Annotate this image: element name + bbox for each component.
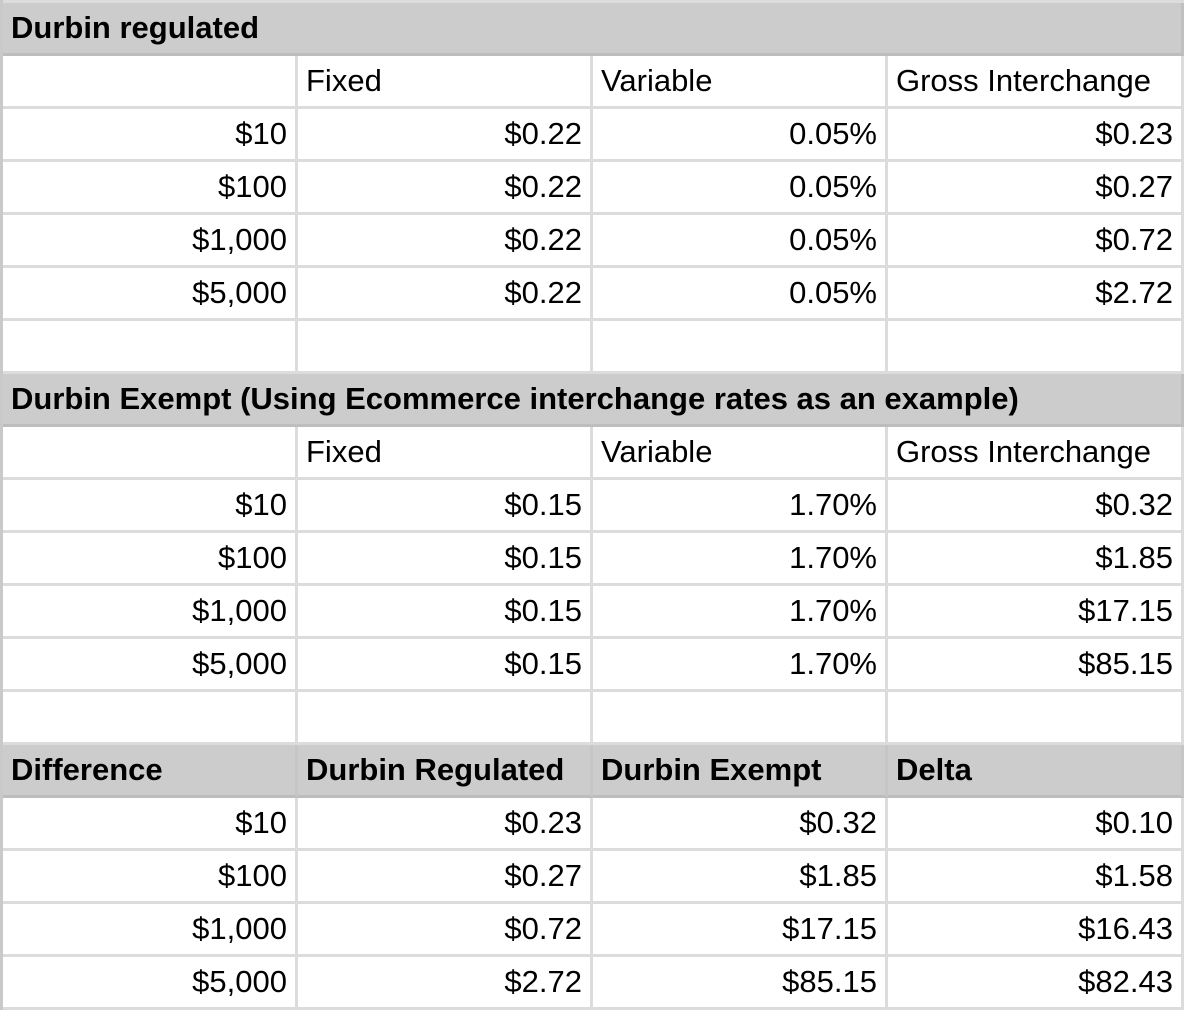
amount-cell[interactable]: $5,000 <box>3 957 298 1010</box>
header-cell-fixed[interactable]: Fixed <box>298 56 593 109</box>
fixed-cell[interactable]: $0.15 <box>298 639 593 692</box>
variable-cell[interactable]: 0.05% <box>593 109 888 162</box>
variable-cell[interactable]: 1.70% <box>593 480 888 533</box>
delta-cell[interactable]: $0.10 <box>888 798 1184 851</box>
variable-cell[interactable]: 0.05% <box>593 268 888 321</box>
empty-cell[interactable] <box>593 692 888 745</box>
gross-interchange-cell[interactable]: $85.15 <box>888 639 1184 692</box>
amount-cell[interactable]: $100 <box>3 162 298 215</box>
section-title-durbin-regulated[interactable]: Durbin regulated <box>3 3 1184 56</box>
gross-interchange-cell[interactable]: $0.27 <box>888 162 1184 215</box>
header-cell-delta[interactable]: Delta <box>888 745 1184 798</box>
amount-cell[interactable]: $1,000 <box>3 215 298 268</box>
header-cell[interactable] <box>3 56 298 109</box>
gross-interchange-cell[interactable]: $0.32 <box>888 480 1184 533</box>
variable-cell[interactable]: 1.70% <box>593 639 888 692</box>
empty-cell[interactable] <box>888 692 1184 745</box>
fixed-cell[interactable]: $0.15 <box>298 586 593 639</box>
header-cell-variable[interactable]: Variable <box>593 56 888 109</box>
empty-cell[interactable] <box>888 321 1184 374</box>
header-cell[interactable] <box>3 427 298 480</box>
gross-interchange-cell[interactable]: $0.23 <box>888 109 1184 162</box>
amount-cell[interactable]: $10 <box>3 109 298 162</box>
amount-cell[interactable]: $5,000 <box>3 268 298 321</box>
gross-interchange-cell[interactable]: $1.85 <box>888 533 1184 586</box>
delta-cell[interactable]: $1.58 <box>888 851 1184 904</box>
variable-cell[interactable]: 1.70% <box>593 586 888 639</box>
header-cell-durbin-exempt[interactable]: Durbin Exempt <box>593 745 888 798</box>
header-cell-gross-interchange[interactable]: Gross Interchange <box>888 427 1184 480</box>
exempt-cell[interactable]: $1.85 <box>593 851 888 904</box>
amount-cell[interactable]: $1,000 <box>3 904 298 957</box>
amount-cell[interactable]: $10 <box>3 798 298 851</box>
regulated-cell[interactable]: $0.72 <box>298 904 593 957</box>
exempt-cell[interactable]: $85.15 <box>593 957 888 1010</box>
regulated-cell[interactable]: $0.27 <box>298 851 593 904</box>
header-cell-durbin-regulated[interactable]: Durbin Regulated <box>298 745 593 798</box>
fixed-cell[interactable]: $0.22 <box>298 215 593 268</box>
empty-cell[interactable] <box>3 321 298 374</box>
amount-cell[interactable]: $5,000 <box>3 639 298 692</box>
amount-cell[interactable]: $1,000 <box>3 586 298 639</box>
fixed-cell[interactable]: $0.22 <box>298 268 593 321</box>
delta-cell[interactable]: $16.43 <box>888 904 1184 957</box>
empty-cell[interactable] <box>298 692 593 745</box>
fixed-cell[interactable]: $0.22 <box>298 162 593 215</box>
fixed-cell[interactable]: $0.22 <box>298 109 593 162</box>
fixed-cell[interactable]: $0.15 <box>298 533 593 586</box>
empty-cell[interactable] <box>3 692 298 745</box>
header-cell-difference[interactable]: Difference <box>3 745 298 798</box>
amount-cell[interactable]: $100 <box>3 851 298 904</box>
regulated-cell[interactable]: $0.23 <box>298 798 593 851</box>
delta-cell[interactable]: $82.43 <box>888 957 1184 1010</box>
amount-cell[interactable]: $100 <box>3 533 298 586</box>
variable-cell[interactable]: 1.70% <box>593 533 888 586</box>
amount-cell[interactable]: $10 <box>3 480 298 533</box>
section-title-durbin-exempt[interactable]: Durbin Exempt (Using Ecommerce interchange rates as an example) <box>3 374 1184 427</box>
exempt-cell[interactable]: $17.15 <box>593 904 888 957</box>
gross-interchange-cell[interactable]: $0.72 <box>888 215 1184 268</box>
variable-cell[interactable]: 0.05% <box>593 162 888 215</box>
empty-cell[interactable] <box>298 321 593 374</box>
variable-cell[interactable]: 0.05% <box>593 215 888 268</box>
header-cell-fixed[interactable]: Fixed <box>298 427 593 480</box>
gross-interchange-cell[interactable]: $17.15 <box>888 586 1184 639</box>
gross-interchange-cell[interactable]: $2.72 <box>888 268 1184 321</box>
fixed-cell[interactable]: $0.15 <box>298 480 593 533</box>
header-cell-gross-interchange[interactable]: Gross Interchange <box>888 56 1184 109</box>
regulated-cell[interactable]: $2.72 <box>298 957 593 1010</box>
exempt-cell[interactable]: $0.32 <box>593 798 888 851</box>
empty-cell[interactable] <box>593 321 888 374</box>
header-cell-variable[interactable]: Variable <box>593 427 888 480</box>
